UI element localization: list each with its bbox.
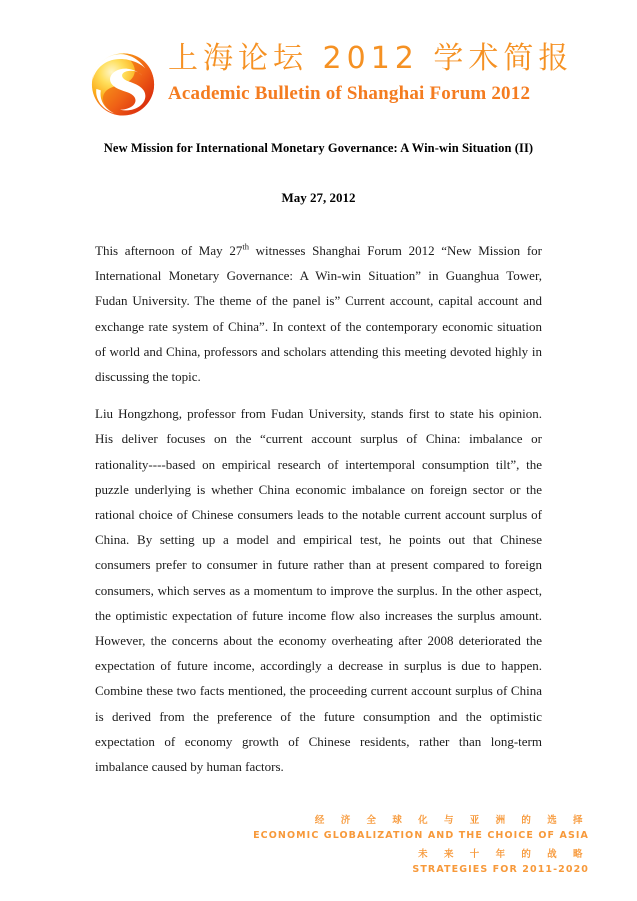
ordinal-superscript: th bbox=[242, 241, 249, 252]
paragraph-2: Liu Hongzhong, professor from Fudan University, stands first to state his opinion. His deliver focuses on the “current account surplus of China: imbalance or rationality----based on empirical research of intertemporal consumption tilt”, the puzzle underlying is whether China economic imbalance on foreign sector or the rational choice of Chinese consumers leads to the notable current account surplus of China. By setting up a model and empirical test, he points out that Chinese consumers prefer to consumer in future rather than at present compared to foreign consumers, which serves as a momentum to improve the surplus. In the other aspect, the optimistic expectation of future income flow also increases the surplus amount. However, the concerns about the economy overheating after 2008 deteriorated the expectation of future income, accordingly a decrease in surplus is due to happen. Combine these two facts mentioned, the proceeding current account surplus of China is derived from the preference of the future consumption and the optimistic expectation of economy growth of Chinese residents, rather than long-term imbalance caused by human factors. bbox=[95, 406, 542, 775]
footer-slogan-1 bbox=[0, 813, 589, 843]
page-title: New Mission for International Monetary Governance: A Win-win Situation (II) bbox=[103, 141, 534, 155]
page-footer bbox=[0, 813, 637, 877]
document-date: May 27, 2012 bbox=[281, 190, 356, 205]
masthead-title-chinese: 上海论坛 2012 学术简报 bbox=[168, 41, 574, 76]
paragraph-1-rest: witnesses Shanghai Forum 2012 “New Mission for International Monetary Governance: A Win-win Situation” in Guanghua Tower, Fudan University. The theme of the panel is” Current account, capital account and exchange rate system of China”. In context of the contemporary economic situation of world and China, professors and scholars attending this meeting devoted highly in discussing the topic. bbox=[95, 243, 542, 385]
footer-slogan-2-chinese: 未 来 十 年 的 战 略 bbox=[418, 849, 589, 860]
masthead-titles bbox=[168, 38, 588, 107]
masthead-title-english: Academic Bulletin of Shanghai Forum 2012 bbox=[168, 83, 531, 104]
masthead bbox=[0, 38, 637, 126]
paragraph-1-lead: This afternoon of May 27 bbox=[95, 243, 243, 258]
footer-slogan-2-english: STRATEGIES FOR 2011-2020 bbox=[412, 864, 589, 875]
footer-slogan-1-chinese: 经 济 全 球 化 与 亚 洲 的 选 择 bbox=[314, 815, 589, 826]
article-body bbox=[95, 238, 542, 779]
shanghai-forum-s-logo bbox=[86, 46, 160, 120]
paragraph-1 bbox=[95, 238, 542, 389]
footer-slogan-1-english: ECONOMIC GLOBALIZATION AND THE CHOICE OF ASIA bbox=[253, 830, 589, 841]
footer-slogan-2 bbox=[0, 847, 589, 877]
